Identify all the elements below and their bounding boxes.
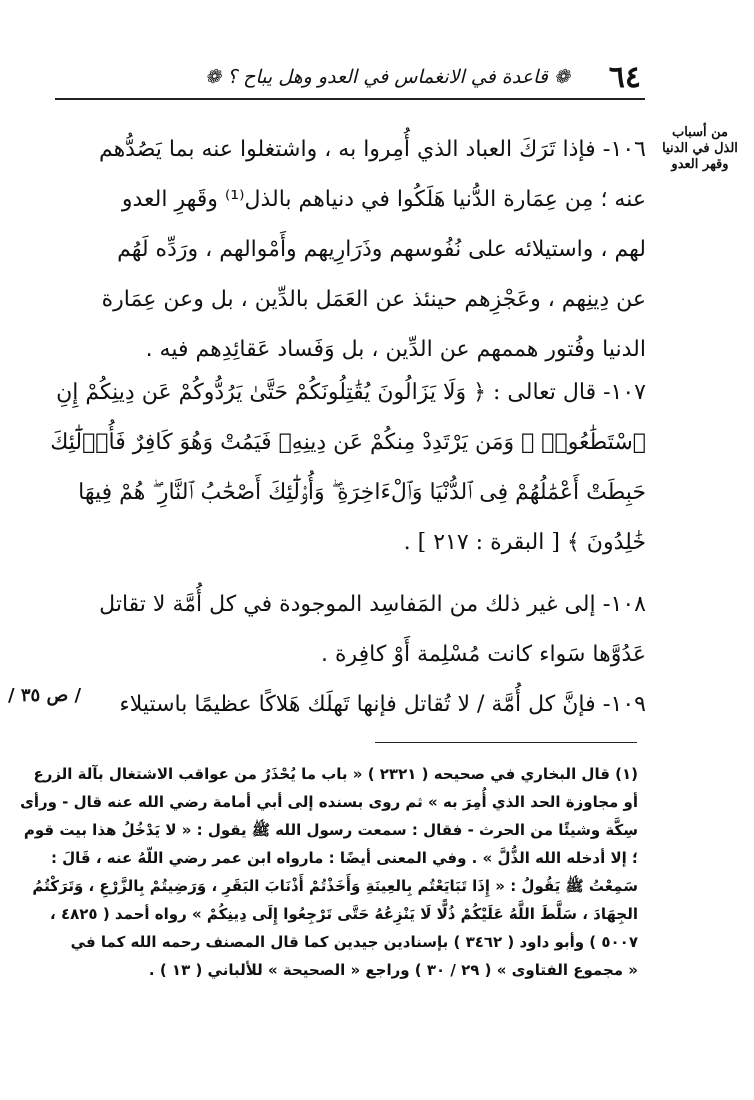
footnote-line: ؛ إلا أدخله الله الذُّلَّ » . وفي المعنى أيضًا : مارواه ابن عمر رضي اللّهُ عنه ، قَالَ : xyxy=(50,849,638,867)
running-title: ❁ قاعدة في الانغماس في العدو وهل يباح ؟ ❁ xyxy=(205,66,570,88)
text-line: لهم ، واستيلائه على نُفُوسهم وذَرَارِيهم وأَمْوالهم ، ورَدِّه لَهُم xyxy=(117,237,646,262)
margin-side-note: من أسباب الذل في الدنيا وقهر العدو xyxy=(662,125,738,172)
footnote-line: سِكَّة وشيئًا من الحرث - فقال : سمعت رسول الله ﷺ يقول : « لا يَدْخُلُ هذا بيت قوم xyxy=(23,821,638,839)
footnote-line: ٥٠٠٧ ) وأبو داود ( ٣٤٦٢ ) بإسنادين جيدين كما قال المصنف رحمه الله كما في xyxy=(70,933,638,951)
paragraph-107 xyxy=(50,368,646,568)
footnote-line: سَمِعْتُ ﷺ يَقُولُ : « إِذَا تَبَايَعْتُم بِالعِينَةِ وَأَخَذْتُمْ أَذْنَابَ البَقَرِ ، وَرَضِيتُمْ بِالزَّرْعِ ، وَتَرَكْتُمُ xyxy=(32,877,638,895)
text-line: الدنيا وفُتور هممهم عن الدِّين ، بل وَفَساد عَقائِدِهم فيه . xyxy=(145,337,646,362)
footnote-line: أو مجاوزة الحد الذي أُمِرَ به » ثم روى بسنده إلى أبي أمامة رضي الله عنه قال - ورأى xyxy=(20,793,638,811)
text-line: ١٠٩- فإنَّ كل أُمَّة / لا تُقاتل فإنها تَهلَك هَلاكًا عظيمًا باستيلاء xyxy=(119,692,646,717)
footnote xyxy=(20,760,638,984)
page-number: ٦٤ xyxy=(608,60,641,95)
paragraph-109 xyxy=(119,680,646,730)
page-header xyxy=(55,58,645,100)
footnote-line: الجِهَادَ ، سَلَّطَ اللَّهُ عَلَيْكُمْ ذُلًّا لَا يَنْزِعُهُ حَتَّى تَرْجِعُوا إِلَى دِينِكُمْ » رواه أحمد ( ٤٨٢٥ ، xyxy=(50,905,638,923)
text-line: ٱسْتَطَٰعُوا۟ ۚ وَمَن يَرْتَدِدْ مِنكُمْ عَن دِينِهِۦ فَيَمُتْ وَهُوَ كَافِرٌ فَأُو۟لَٰٓئِكَ xyxy=(50,430,646,455)
paragraph-106 xyxy=(99,125,646,375)
footnote-divider xyxy=(375,742,637,743)
footnote-line: « مجموع الفتاوى » ( ٢٩ / ٣٠ ) وراجع « الصحيحة » للألباني ( ١٣ ) . xyxy=(148,961,638,979)
page-reference: / ص ٣٥ / xyxy=(8,685,82,706)
text-line: ١٠٨- إلى غير ذلك من المَفاسِد الموجودة في كل أُمَّة لا تقاتل xyxy=(99,592,646,617)
text-line: عَدُوَّها سَواء كانت مُسْلِمة أَوْ كافِرة . xyxy=(320,642,646,667)
footnote-line: (١) قال البخاري في صحيحه ( ٢٣٢١ ) « باب ما يُحْذَرُ من عواقب الاشتغال بآلة الزرع xyxy=(33,765,638,783)
text-line: ١٠٦- فإذا تَرَكَ العباد الذي أُمِروا به ، واشتغلوا عنه بما يَصُدُّهم xyxy=(98,137,646,162)
paragraph-108 xyxy=(99,580,646,680)
text-line: حَبِطَتْ أَعْمَٰلُهُمْ فِى ٱلدُّنْيَا وَٱلْءَاخِرَةِ ۖ وَأُو۟لَٰٓئِكَ أَصْحَٰبُ ٱلنَّارِ ۖ هُمْ فِيهَا xyxy=(78,480,646,505)
text-line: عنه ؛ مِن عِمَارة الدُّنيا هَلَكُوا في دنياهم بالذل⁽¹⁾ وقَهرِ العدو xyxy=(121,187,646,212)
text-line: ١٠٧- قال تعالى : ﴿ وَلَا يَزَالُونَ يُقَٰتِلُونَكُمْ حَتَّىٰ يَرُدُّوكُمْ عَن دِينِكُمْ إِنِ xyxy=(56,380,646,405)
text-line: خَٰلِدُونَ ﴾ [ البقرة : ٢١٧ ] . xyxy=(403,530,646,555)
text-line: عن دِينِهم ، وعَجْزِهم حينئذ عن العَمَل بالدِّين ، بل وعن عِمَارة xyxy=(101,287,646,312)
